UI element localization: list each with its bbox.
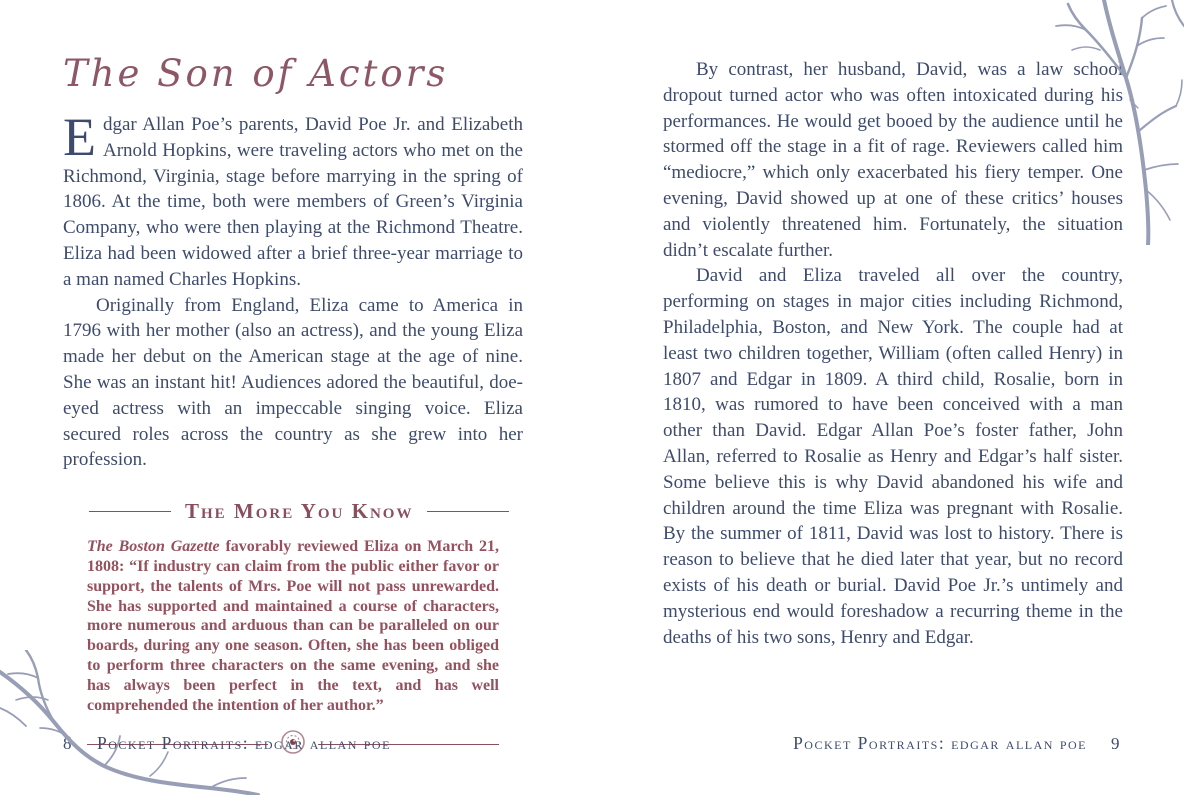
paragraph: By contrast, her husband, David, was a law school dropout turned actor who was often intoxicated during his performances. He would get booed by the audience until he stormed off the stage in a fit of rage. Reviewers called him “mediocre,” which only exacerbated his fiery temper. One evening, David showed up at one of these critics’ houses and violently threatened him. Fortunately, the situation didn’t escalate further. (663, 59, 1123, 261)
drop-cap: E (63, 107, 96, 167)
paragraph-text: dgar Allan Poe’s parents, David Poe Jr. and Elizabeth Arnold Hopkins, were traveling actors who met on the Richmond, Virginia, stage before marrying in the spring of 1806. At the time, both were members of Green’s Virginia Company, who were then playing at the Richmond Theatre. Eliza had been widowed after a brief three-year marriage to a man named Charles Hopkins. (63, 114, 523, 290)
paragraph (63, 107, 523, 293)
left-page (63, 0, 523, 760)
sidebar-heading: The More You Know (185, 499, 414, 524)
page-number: 8 (63, 734, 73, 753)
header-rule-right (427, 511, 509, 512)
paragraph: David and Eliza traveled all over the country, performing on stages in major cities including Richmond, Philadelphia, Boston, and New York. The couple had at least two children together, William (often called Henry) in 1807 and Edgar in 1809. A third child, Rosalie, born in 1810, was rumored to have been conceived with a man other than David. Edgar Allan Poe’s foster father, John Allan, referred to Rosalie as Henry and Edgar’s half sister. Some believe this is why David abandoned his wife and children around the time Eliza was pregnant with Rosalie. By the summer of 1811, David was lost to history. There is reason to believe that he died later that year, but no record exists of his death or burial. David Poe Jr.’s untimely and mysterious end would foreshadow a recurring theme in the deaths of his two sons, Henry and Edgar. (663, 265, 1123, 648)
running-title: Pocket Portraits: edgar allan poe (97, 733, 391, 753)
sidebar-header (87, 499, 499, 524)
sidebar-quote-text: favorably reviewed Eliza on March 21, 1808: “If industry can claim from the public either favor or support, the talents of Mrs. Poe will not pass unrewarded. She has supported and maintained a course of characters, more numerous and arduous than can be paralleled on our boards, during any one season. Often, she has been obliged to perform three characters on the same evening, and she has always been perfect in the text, and has well comprehended the intention of her author.” (87, 538, 500, 714)
left-running-footer (63, 733, 391, 754)
running-title: Pocket Portraits: edgar allan poe (793, 733, 1087, 753)
sidebar-source-citation: The Boston Gazette (87, 538, 220, 556)
more-you-know-sidebar (87, 499, 499, 760)
right-page (663, 0, 1123, 650)
header-rule-left (89, 511, 171, 512)
sidebar-body (87, 537, 499, 715)
chapter-title: The Son of Actors (63, 52, 449, 95)
paragraph: Originally from England, Eliza came to America in 1796 with her mother (also an actress), and the young Eliza made her debut on the American stage at the age of nine. She was an instant hit! Audiences adored the beautiful, doe-eyed actress with an impeccable singing voice. Eliza secured roles across the country as she grew into her profession. (63, 294, 523, 471)
page-number: 9 (1111, 734, 1121, 753)
right-running-footer (793, 733, 1121, 754)
